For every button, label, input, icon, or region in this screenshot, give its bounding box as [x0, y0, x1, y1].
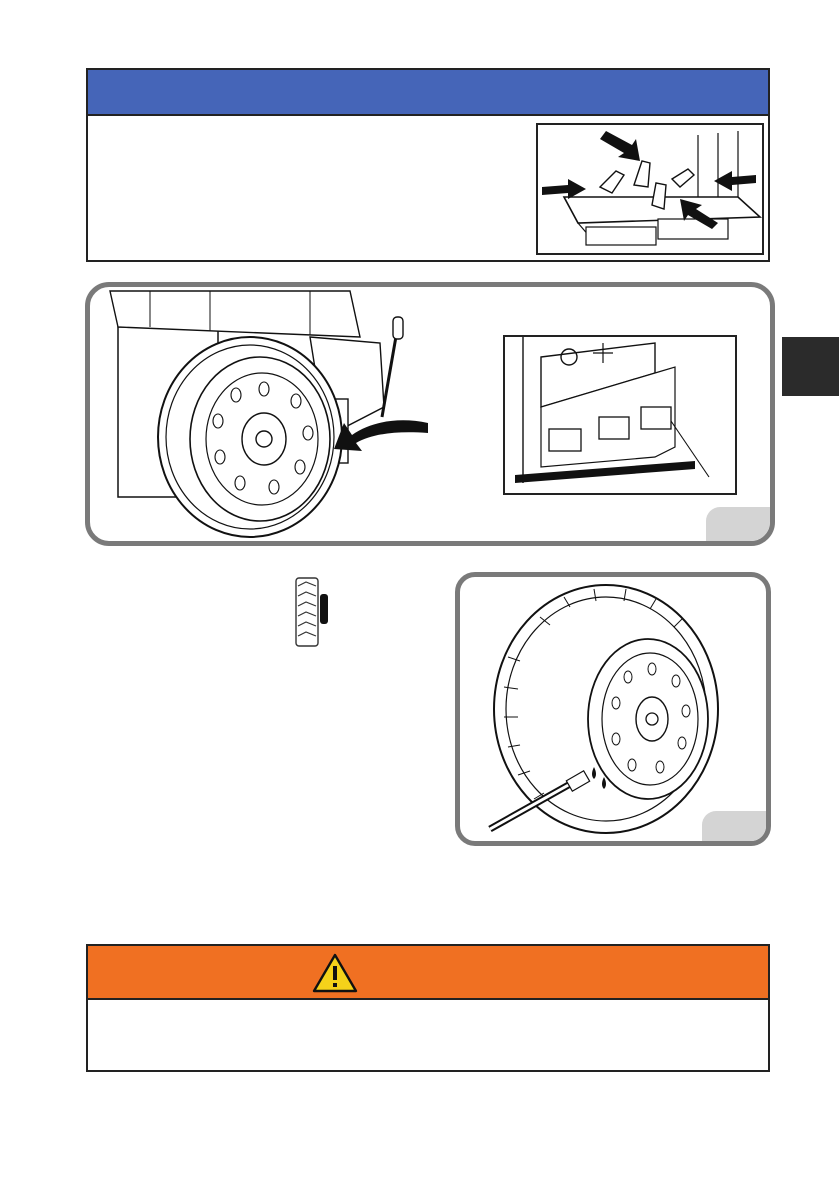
tyre-tread-icon — [292, 576, 332, 648]
figure-wheel-lubrication — [455, 572, 771, 846]
pedals-illustration — [505, 337, 735, 493]
info-box — [86, 68, 770, 262]
wheel-mounted-illustration — [90, 287, 490, 541]
turntable-illustration-frame — [536, 123, 764, 255]
warning-header-bar — [88, 946, 768, 1000]
section-tab — [782, 337, 839, 396]
warning-triangle-icon — [312, 952, 358, 994]
pedal-inset — [503, 335, 737, 495]
info-header-bar — [88, 70, 768, 116]
warning-box — [86, 944, 770, 1072]
figure-b-tag — [702, 811, 766, 845]
figure-wheel-on-machine — [85, 282, 775, 546]
figure-a-tag — [706, 507, 770, 541]
turntable-clamps-illustration — [538, 125, 762, 253]
wheel-lubrication-illustration — [460, 577, 766, 841]
